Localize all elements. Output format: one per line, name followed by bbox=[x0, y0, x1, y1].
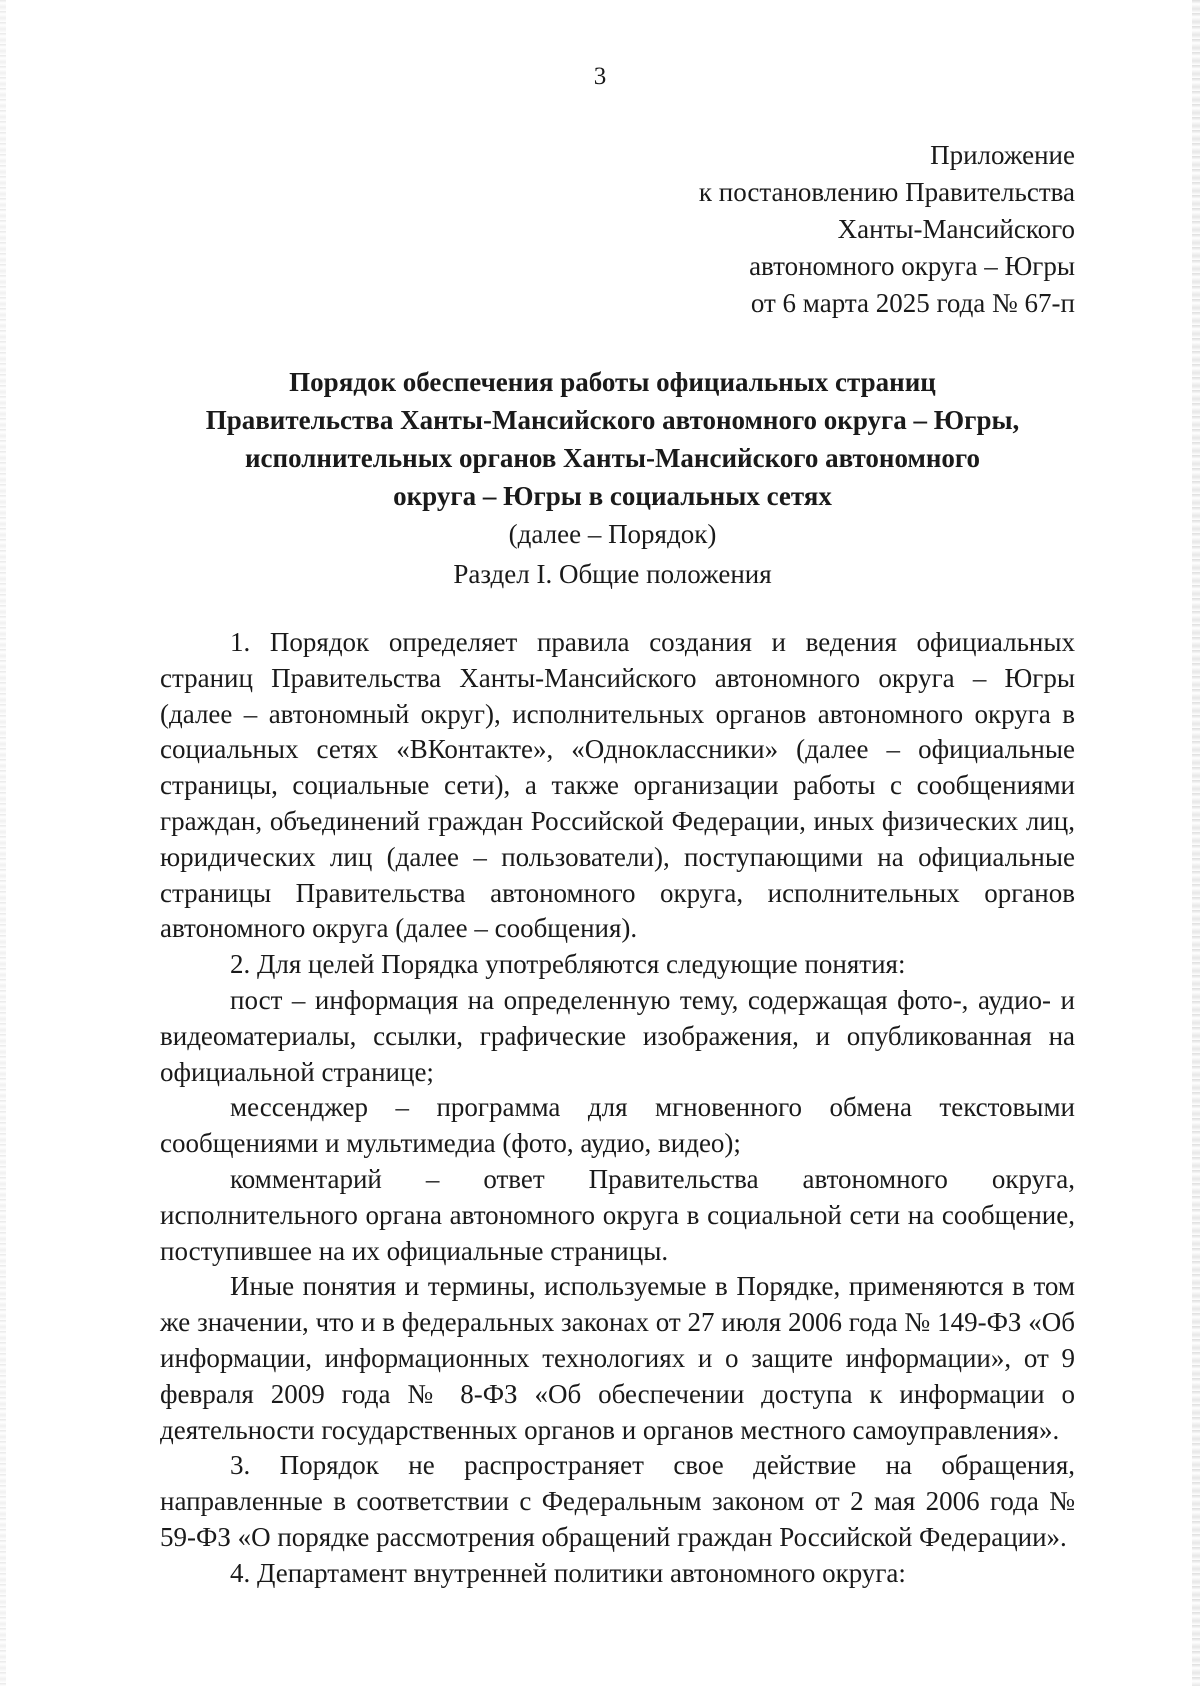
title-line: Правительства Ханты-Мансийского автономного округа – Югры, bbox=[205, 405, 1020, 435]
document-title bbox=[150, 363, 1075, 553]
paragraph: 1. Порядок определяет правила создания и ведения официальных страниц Правительства Ханты-Мансийского автономного округа – Югры (далее – автономный округ), исполнительных органов автономного округа в социальных сетях «ВКонтакте», «Одноклассники» (далее – официальные страницы, социальные сети), а также организации работы с сообщениями граждан, объединений граждан Российской Федерации, иных физических лиц, юридических лиц (далее – пользователи), поступающими на официальные страницы Правительства автономного округа, исполнительных органов автономного округа (далее – сообщения). bbox=[160, 627, 1075, 944]
appendix-line: Приложение bbox=[930, 140, 1075, 170]
appendix-line: от 6 марта 2025 года № 67-п bbox=[750, 288, 1075, 318]
paragraph: Иные понятия и термины, используемые в Порядке, применяются в том же значении, что и в федеральных законах от 27 июля 2006 года № 149-ФЗ «Об информации, информационных технологиях и о защите информации», от 9 февраля 2009 года № 8-ФЗ «Об обеспечении доступа к информации о деятельности государственных органов и органов местного самоуправления». bbox=[160, 1271, 1075, 1445]
title-line: округа – Югры в социальных сетях bbox=[393, 481, 832, 511]
paragraph: 4. Департамент внутренней политики автономного округа: bbox=[230, 1557, 906, 1588]
scan-edge-right bbox=[1192, 0, 1200, 1686]
appendix-block bbox=[475, 137, 1075, 322]
paragraph: комментарий – ответ Правительства автономного округа, исполнительного органа автономного округа в социальной сети на сообщение, поступившее на их официальные страницы. bbox=[160, 1163, 1075, 1266]
paragraph: 3. Порядок не распространяет свое действие на обращения, направленные в соответствии с Федеральным законом от 2 мая 2006 года № 59-ФЗ «О порядке рассмотрения обращений граждан Российской Федерации». bbox=[160, 1450, 1075, 1552]
paragraph: 2. Для целей Порядка употребляются следующие понятия: bbox=[230, 949, 906, 980]
paragraph: мессенджер – программа для мгновенного обмена текстовыми сообщениями и мультимедиа (фото, аудио, видео); bbox=[160, 1092, 1075, 1159]
title-line: Порядок обеспечения работы официальных страниц bbox=[289, 367, 936, 397]
paragraph: пост – информация на определенную тему, содержащая фото-, аудио- и видеоматериалы, ссылки, графические изображения, и опубликованная на официальной странице; bbox=[160, 984, 1075, 1087]
title-subtitle: (далее – Порядок) bbox=[508, 519, 717, 549]
appendix-line: автономного округа – Югры bbox=[749, 251, 1075, 281]
appendix-line: к постановлению Правительства bbox=[698, 177, 1075, 207]
section-heading: Раздел I. Общие положения bbox=[453, 559, 772, 589]
appendix-line: Ханты-Мансийского bbox=[837, 214, 1075, 244]
page-number: 3 bbox=[593, 63, 607, 90]
document-body bbox=[160, 625, 1075, 1592]
title-line: исполнительных органов Ханты-Мансийского автономного bbox=[245, 443, 980, 473]
scan-edge-left bbox=[0, 0, 6, 1686]
